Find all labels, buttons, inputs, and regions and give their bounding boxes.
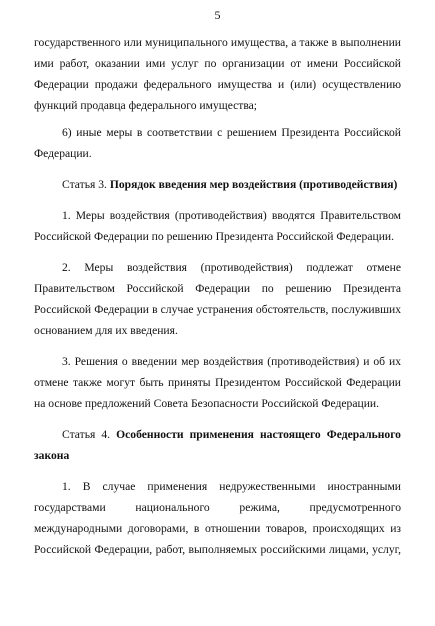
article-3-item-1: 1. Меры воздействия (противодействия) вводятся Правительством Российской Федерации по решению Президента Российской Федерации.: [34, 209, 401, 243]
article-3-item-2: 2. Меры воздействия (противодействия) подлежат отмене Правительством Российской Федерации по решению Президента Российской Федерации в случае устранения обстоятельств, послуживших основанием для их введения.: [34, 261, 401, 337]
article-3-title: Порядок введения мер воздействия (противодействия): [109, 178, 398, 191]
page-number: 5: [214, 8, 221, 22]
article-4-title: Особенности применения настоящего Федерального закона: [34, 428, 401, 462]
paragraph-continuation: государственного или муниципального имущества, а также в выполнении ими работ, оказании ими услуг по организации от имени Российской Федерации продажи федерального имущества и (или) осуществлению функций продавца федерального имущества;: [34, 36, 401, 112]
article-4-heading: [34, 424, 401, 466]
article-4-label: Статья 4.: [62, 428, 111, 441]
article-4-item-1: 1. В случае применения недружественными иностранными государствами национального режима, предусмотренного международными договорами, в отношении товаров, происходящих из Российской Федерации, работ, выполняемых российскими лицами, услуг,: [34, 480, 401, 556]
paragraph-item-6: 6) иные меры в соответствии с решением Президента Российской Федерации.: [34, 126, 401, 160]
article-3-heading: [34, 174, 401, 195]
article-3-label: Статья 3.: [62, 178, 107, 191]
article-3-item-3: 3. Решения о введении мер воздействия (противодействия) и об их отмене также могут быть приняты Президентом Российской Федерации на основе предложений Совета Безопасности Российской Федерации.: [34, 355, 401, 410]
